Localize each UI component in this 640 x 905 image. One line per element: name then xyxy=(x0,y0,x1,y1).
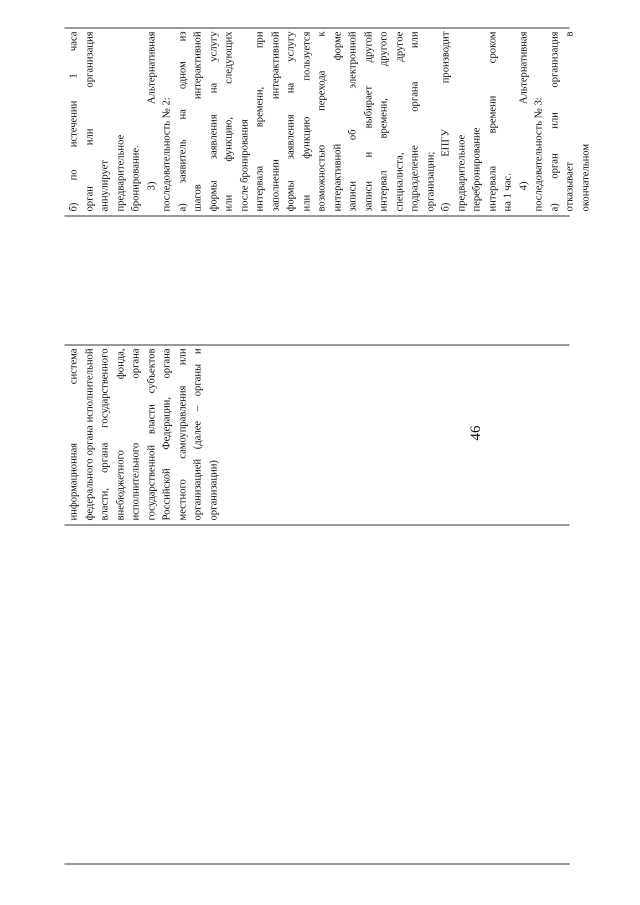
text-line: или функцию, следующих xyxy=(223,31,235,211)
page-number: 46 xyxy=(468,425,484,441)
table-cell-2-text xyxy=(67,348,222,520)
text-line: б) по истечении 1 часа xyxy=(68,31,80,211)
text-line: последовательность № 2: xyxy=(161,96,173,211)
table-cell-3 xyxy=(65,216,570,345)
text-line: записи и выбирает другой xyxy=(363,31,374,211)
text-line: предварительное xyxy=(456,134,467,211)
table-cell-4 xyxy=(65,28,591,216)
text-line: интервал времени, другого xyxy=(378,31,390,211)
text-line: интервала времени сроком xyxy=(487,31,498,211)
text-line: информационная система xyxy=(68,348,80,520)
text-line: шагов интерактивной xyxy=(192,31,204,211)
text-line: заполнении интерактивной xyxy=(270,31,281,211)
text-line: местного самоуправления или xyxy=(177,348,188,520)
text-line: последовательность № 3: xyxy=(533,96,545,211)
text-line: специалиста, другое xyxy=(394,31,405,211)
text-line: федерального органа исполнительной xyxy=(84,348,95,520)
text-line: интервала времени, при xyxy=(254,31,266,211)
text-line: а) заявитель на одном из xyxy=(177,31,188,211)
text-line: подразделение органа или xyxy=(409,31,421,211)
table-cell-5-text xyxy=(67,31,594,211)
text-line: 3) Альтернативная xyxy=(146,31,157,190)
text-line: отказывает в xyxy=(564,31,576,211)
text-line: предварительное xyxy=(115,134,126,211)
text-line: возможностью перехода к xyxy=(316,31,328,211)
text-line: на 1 час. xyxy=(502,172,514,211)
table-cell-1 xyxy=(65,525,570,864)
text-line: формы заявления на услугу xyxy=(208,31,219,211)
text-line: окончательном xyxy=(580,143,591,211)
text-line: внебюджетного фонда, xyxy=(115,348,126,520)
text-line: перебронирование xyxy=(471,127,483,211)
text-line: Российской Федерации, органа xyxy=(161,348,173,520)
text-line: записи об электронной xyxy=(347,31,359,211)
text-line: государственной власти субъектов xyxy=(146,348,157,520)
text-line: или функцию пользуется xyxy=(301,31,312,211)
table-row xyxy=(65,27,591,864)
text-line: орган или организация xyxy=(84,31,95,211)
text-line: организации; xyxy=(425,151,436,211)
text-line: организацией (далее – органы и xyxy=(192,348,204,520)
text-line: после бронирования xyxy=(239,118,250,211)
text-line: б) ЕПГУ производит xyxy=(440,31,452,211)
text-line: интерактивной форме xyxy=(332,31,343,211)
text-line: исполнительного органа xyxy=(130,348,142,520)
text-line: 4) Альтернативная xyxy=(518,31,529,190)
text-line: организации) xyxy=(208,459,219,520)
text-line: формы заявления на услугу xyxy=(285,31,297,211)
text-line: аннулирует xyxy=(99,159,111,211)
table-cell-2 xyxy=(65,345,570,525)
rotated-table xyxy=(65,28,591,864)
text-line: а) орган или организация xyxy=(549,31,560,211)
text-line: бронирование. xyxy=(130,144,142,211)
text-line: власти, органа государственного xyxy=(99,348,111,520)
